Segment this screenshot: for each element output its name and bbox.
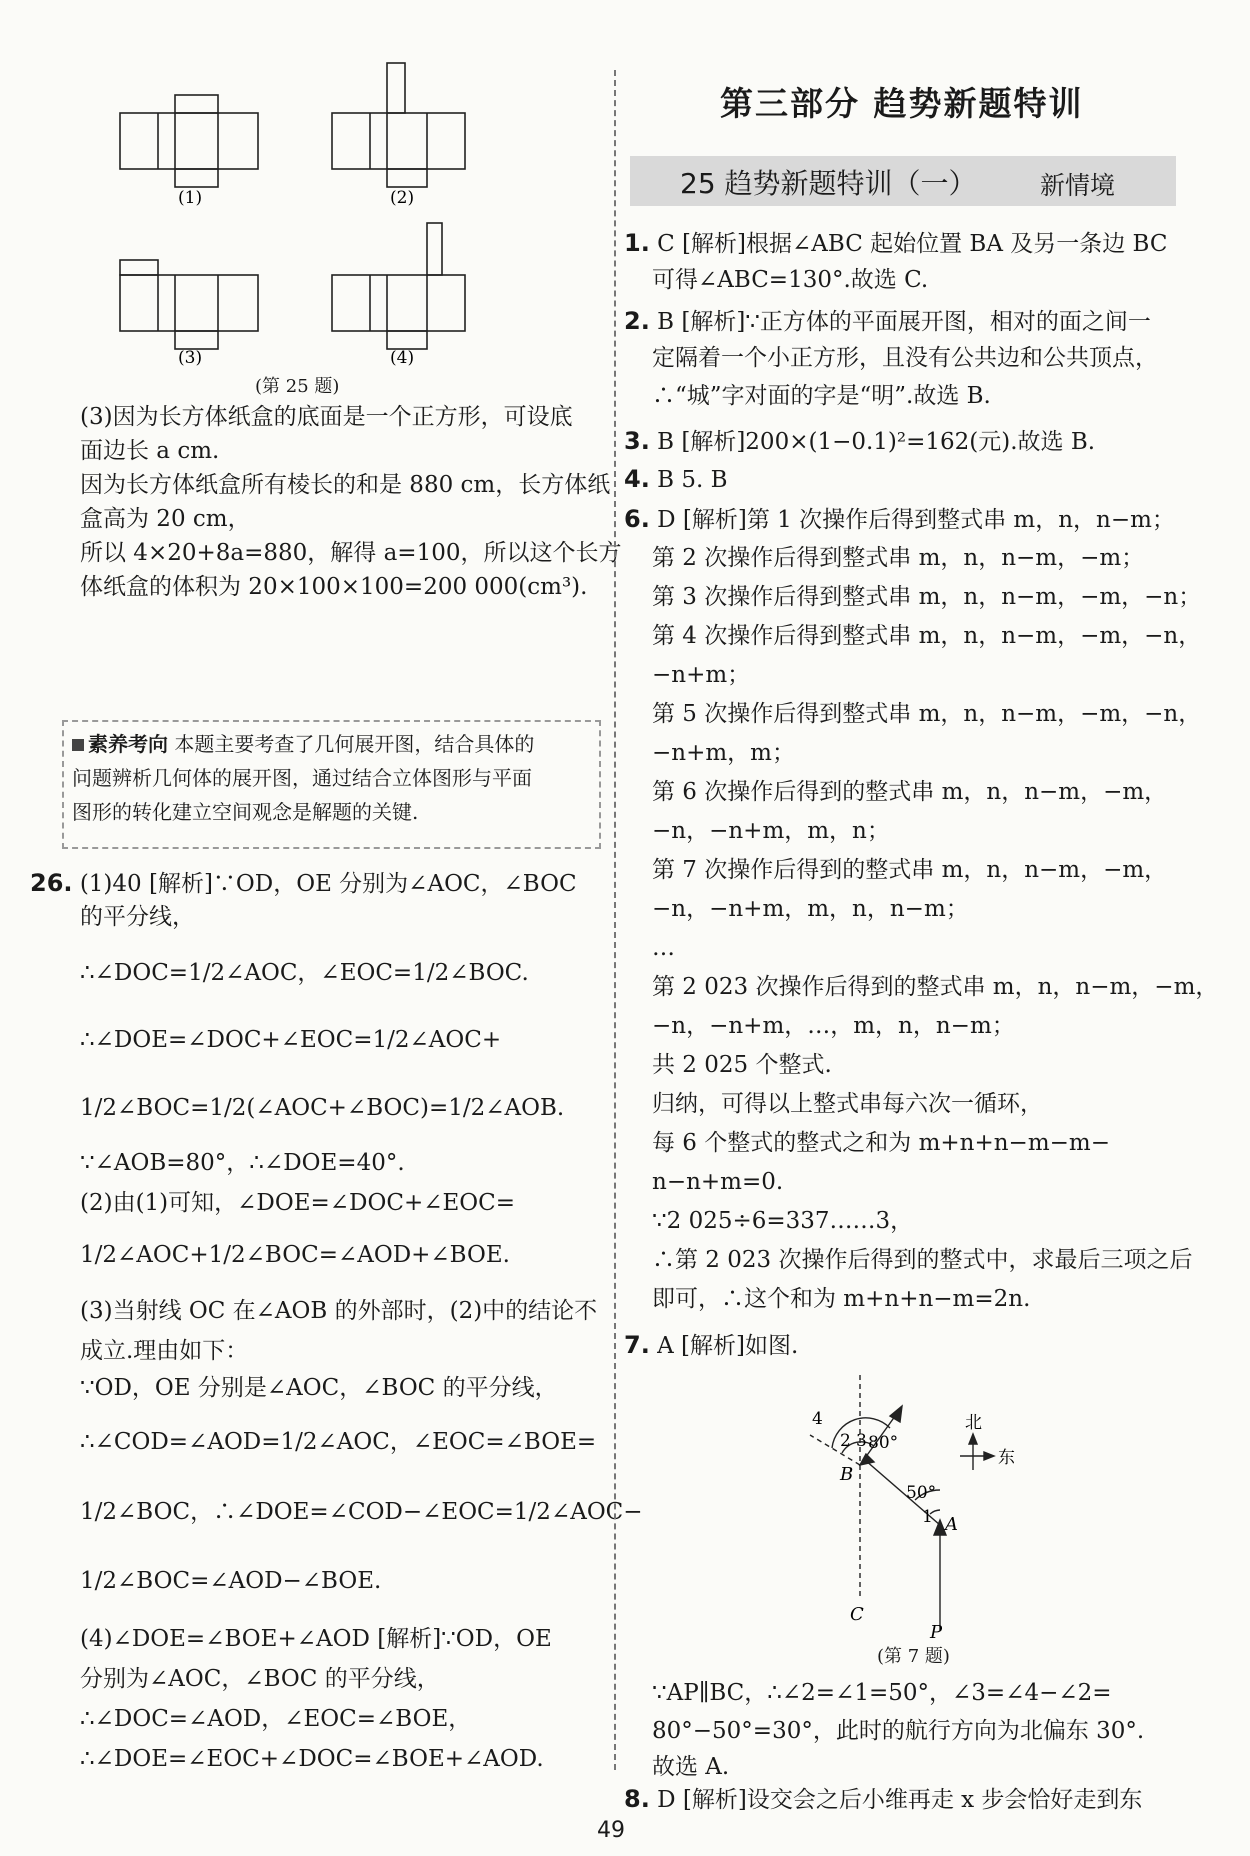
q7-text: A [解析]如图.: [657, 1333, 799, 1359]
q7-line: [624, 1330, 798, 1361]
net-1: [120, 95, 258, 187]
point-p-label: P: [930, 1622, 943, 1640]
q26-line: ∴∠DOE=∠DOC+∠EOC=1/2∠AOC+: [80, 1027, 502, 1053]
column-divider: [614, 70, 616, 1770]
q6-line: ∴第 2 023 次操作后得到的整式中，求最后三项之后: [652, 1247, 1193, 1273]
page-number: 49: [597, 1818, 625, 1843]
q2-line: [624, 306, 1151, 337]
figure-7-diagram: [790, 1370, 1030, 1640]
q6-line: 共 2 025 个整式.: [652, 1052, 832, 1078]
q26-line: ∴∠COD=∠AOD=1/2∠AOC，∠EOC=∠BOE=: [80, 1429, 597, 1455]
q6-line: ∵2 025÷6=337……3，: [652, 1208, 914, 1234]
q26-line: 1/2∠BOC，∴∠DOE=∠COD−∠EOC=1/2∠AOC−: [80, 1499, 643, 1525]
q1-line: 可得∠ABC=130°.故选 C.: [652, 267, 929, 293]
note-line: [72, 730, 534, 758]
text-line: 所以 4×20+8a=880，解得 a=100，所以这个长方: [80, 540, 622, 566]
q7-line: 故选 A.: [652, 1754, 730, 1780]
q7-line: ∵AP∥BC，∴∠2=∠1=50°，∠3=∠4−∠2=: [652, 1680, 1112, 1706]
q26-number: 26.: [30, 869, 73, 897]
angle-50-label: 50°: [906, 1483, 937, 1503]
compass-icon: [960, 1434, 994, 1470]
figure-25-nets: [100, 55, 580, 385]
text-line: (3)因为长方体纸盒的底面是一个正方形，可设底: [80, 404, 573, 430]
q26-line: ∴∠DOC=1/2∠AOC，∠EOC=1/2∠BOC.: [80, 960, 529, 986]
net-3: [120, 260, 258, 349]
q4-text: B 5. B: [657, 467, 728, 493]
angle-1-label: 1: [922, 1507, 933, 1527]
q6-line: −n，−n+m，m，n，n−m；: [652, 896, 969, 922]
q6-line: −n+m；: [652, 662, 751, 688]
q6-line: 第 2 023 次操作后得到的整式串 m，n，n−m，−m，: [652, 974, 1219, 1000]
net-4-label: (4): [390, 348, 415, 368]
q7-number: 7.: [624, 1331, 650, 1359]
q3-line: [624, 426, 1095, 457]
section-title: 25 趋势新题特训（一）: [680, 167, 977, 200]
q26-line: ∴∠DOC=∠AOD，∠EOC=∠BOE，: [80, 1706, 472, 1732]
north-label: 北: [965, 1413, 982, 1433]
text-line: 面边长 a cm.: [80, 438, 220, 464]
q4-line: [624, 464, 728, 495]
q8-number: 8.: [624, 1785, 650, 1813]
q7-line: 80°−50°=30°，此时的航行方向为北偏东 30°.: [652, 1718, 1145, 1744]
q26-line: 的平分线，: [80, 904, 195, 930]
q4-number: 4.: [624, 465, 650, 493]
q6-text: D [解析]第 1 次操作后得到整式串 m，n，n−m；: [657, 507, 1175, 533]
angle-3-label: 3: [856, 1431, 867, 1451]
net-3-label: (3): [178, 348, 203, 368]
section-subtitle: 新情境: [1040, 171, 1116, 200]
text-line: 体纸盒的体积为 20×100×100=200 000(cm³).: [80, 574, 588, 600]
q26-line: ∵OD，OE 分别是∠AOC，∠BOC 的平分线，: [80, 1375, 558, 1401]
text-line: 盒高为 20 cm，: [80, 506, 251, 532]
q6-line: [624, 504, 1175, 535]
q26-line: (2)由(1)可知，∠DOE=∠DOC+∠EOC=: [80, 1190, 516, 1216]
q26-line: ∴∠DOE=∠EOC+∠DOC=∠BOE+∠AOD.: [80, 1746, 544, 1772]
q6-line: 第 4 次操作后得到整式串 m，n，n−m，−m，−n，: [652, 623, 1202, 649]
dashed-ray: [810, 1435, 860, 1465]
q1-text: C [解析]根据∠ABC 起始位置 BA 及另一条边 BC: [657, 231, 1168, 257]
q6-line: −n，−n+m，…，m，n，n−m；: [652, 1013, 1015, 1039]
net-2: [332, 63, 465, 187]
q3-text: B [解析]200×(1−0.1)²=162(元).故选 B.: [657, 429, 1096, 455]
q6-line: −n+m，m；: [652, 740, 795, 766]
q26-line: 成立.理由如下：: [80, 1338, 249, 1364]
note-text: 本题主要考查了几何展开图，结合具体的: [174, 732, 535, 756]
angle-80-label: 80°: [868, 1433, 899, 1453]
q6-line: 第 3 次操作后得到整式串 m，n，n−m，−m，−n；: [652, 584, 1202, 610]
figure-7-caption: (第 7 题): [877, 1646, 950, 1667]
point-b-label: B: [840, 1464, 854, 1485]
q6-line: −n，−n+m，m，n；: [652, 818, 890, 844]
q6-line: 归纳，可得以上整式串每六次一循环，: [652, 1091, 1043, 1117]
q6-line: 第 5 次操作后得到整式串 m，n，n−m，−m，−n，: [652, 701, 1202, 727]
q6-line: 第 2 次操作后得到整式串 m，n，n−m，−m；: [652, 545, 1145, 571]
q6-number: 6.: [624, 505, 650, 533]
net-1-label: (1): [178, 188, 203, 208]
q6-line: n−n+m=0.: [652, 1169, 784, 1195]
q8-text: D [解析]设交会之后小维再走 x 步会恰好走到东: [657, 1787, 1143, 1813]
q26-line: 1/2∠AOC+1/2∠BOC=∠AOD+∠BOE.: [80, 1242, 510, 1268]
point-c-label: C: [850, 1604, 864, 1625]
note-tag: 素养考向: [88, 732, 168, 756]
angle-2-label: 2: [840, 1431, 851, 1451]
part-title: 第三部分 趋势新题特训: [720, 84, 1084, 123]
note-square-icon: [72, 739, 84, 751]
q26-line: 分别为∠AOC，∠BOC 的平分线，: [80, 1666, 440, 1692]
q1-number: 1.: [624, 229, 650, 257]
point-a-label: A: [945, 1514, 958, 1535]
q6-line: 第 7 次操作后得到的整式串 m，n，n−m，−m，: [652, 857, 1168, 883]
angle-4-label: 4: [812, 1409, 823, 1429]
note-line: 图形的转化建立空间观念是解题的关键.: [72, 800, 419, 824]
q6-line: 即可，∴这个和为 m+n+n−m=2n.: [652, 1286, 1031, 1312]
q3-number: 3.: [624, 427, 650, 455]
q26-line: [30, 868, 577, 899]
q26-line: 1/2∠BOC=∠AOD−∠BOE.: [80, 1568, 382, 1594]
q26-line: (3)当射线 OC 在∠AOB 的外部时，(2)中的结论不: [80, 1298, 598, 1324]
text-line: 因为长方体纸盒所有棱长的和是 880 cm，长方体纸: [80, 472, 611, 498]
east-label: 东: [998, 1448, 1015, 1468]
figure-25-caption: (第 25 题): [255, 376, 340, 397]
q8-line: [624, 1784, 1142, 1815]
q6-line: 每 6 个整式的整式之和为 m+n+n−m−m−: [652, 1130, 1110, 1156]
q26-line: ∵∠AOB=80°，∴∠DOE=40°.: [80, 1150, 405, 1176]
q2-line: 定隔着一个小正方形，且没有公共边和公共顶点，: [652, 345, 1158, 371]
q2-line: ∴“城”字对面的字是“明”.故选 B.: [652, 383, 991, 409]
q1-line: [624, 228, 1168, 259]
net-4: [332, 223, 465, 349]
q26-line: (4)∠DOE=∠BOE+∠AOD [解析]∵OD，OE: [80, 1626, 552, 1652]
q26-line: 1/2∠BOC=1/2(∠AOC+∠BOC)=1/2∠AOB.: [80, 1095, 565, 1121]
note-line: 问题辨析几何体的展开图，通过结合立体图形与平面: [72, 766, 532, 790]
q2-number: 2.: [624, 307, 650, 335]
q26-text: (1)40 [解析]∵OD，OE 分别为∠AOC，∠BOC: [79, 871, 577, 897]
net-2-label: (2): [390, 188, 415, 208]
q2-text: B [解析]∵正方体的平面展开图，相对的面之间一: [657, 309, 1151, 335]
q6-line: …: [652, 935, 675, 961]
q6-line: 第 6 次操作后得到的整式串 m，n，n−m，−m，: [652, 779, 1168, 805]
